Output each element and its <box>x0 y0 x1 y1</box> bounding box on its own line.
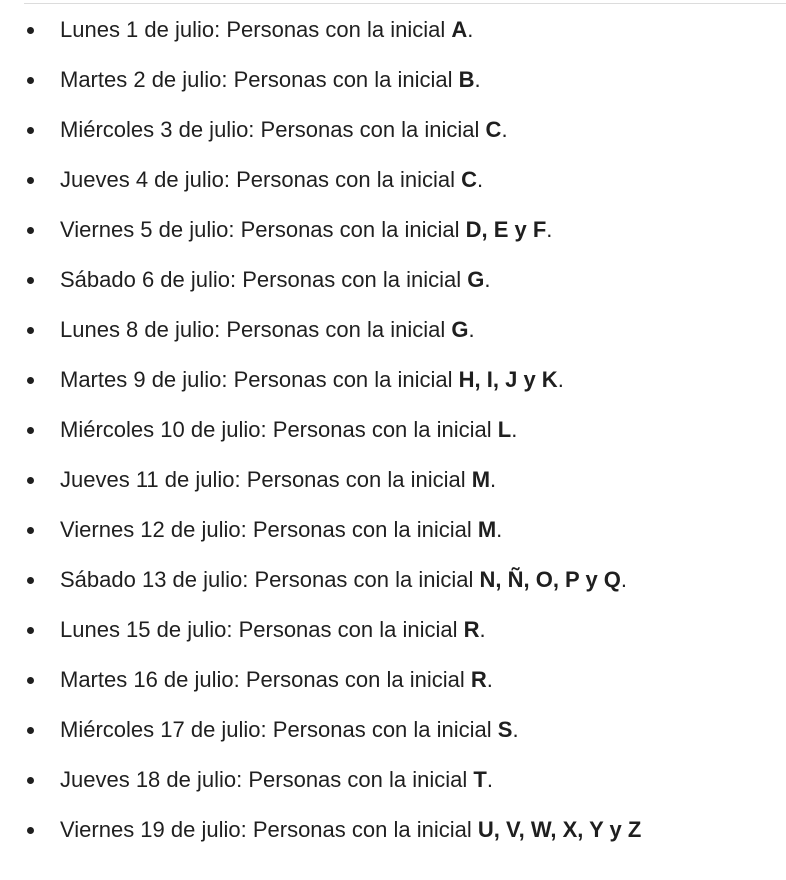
item-initials: U, V, W, X, Y y Z <box>477 817 642 842</box>
bullet-icon <box>27 377 34 384</box>
schedule-list <box>0 5 786 855</box>
bullet-icon <box>27 177 34 184</box>
list-item <box>0 205 786 255</box>
top-divider <box>24 3 786 4</box>
item-date-text: Lunes 15 de julio: Personas con la inicial <box>60 617 464 642</box>
item-date-text: Viernes 12 de julio: Personas con la inicial <box>60 517 478 542</box>
item-initials: B <box>458 67 475 92</box>
list-item <box>0 455 786 505</box>
list-item <box>0 405 786 455</box>
item-date-text: Jueves 18 de julio: Personas con la inicial <box>60 767 474 792</box>
item-end: . <box>546 217 553 242</box>
item-date-text: Martes 2 de julio: Personas con la inicial <box>60 67 459 92</box>
list-item <box>0 5 786 55</box>
item-date-text: Sábado 13 de julio: Personas con la inicial <box>60 567 480 592</box>
item-text <box>60 305 475 355</box>
item-date-text: Viernes 19 de julio: Personas con la inicial <box>60 817 478 842</box>
list-item <box>0 655 786 705</box>
list-item <box>0 705 786 755</box>
item-initials: C <box>461 167 478 192</box>
item-end: . <box>620 567 628 592</box>
item-end: . <box>496 517 503 542</box>
item-text <box>60 405 517 455</box>
list-item <box>0 305 786 355</box>
item-end: . <box>557 367 564 392</box>
item-initials: G <box>467 267 485 292</box>
list-item <box>0 55 786 105</box>
item-initials: G <box>451 317 469 342</box>
bullet-icon <box>27 227 34 234</box>
item-end: . <box>479 617 486 642</box>
item-date-text: Viernes 5 de julio: Personas con la inicial <box>60 217 466 242</box>
item-initials: H, I, J y K <box>458 367 558 392</box>
item-text <box>60 605 486 655</box>
item-date-text: Martes 9 de julio: Personas con la inicial <box>60 367 459 392</box>
bullet-icon <box>27 277 34 284</box>
item-text <box>60 455 496 505</box>
bullet-icon <box>27 727 34 734</box>
bullet-icon <box>27 827 34 834</box>
list-item <box>0 105 786 155</box>
item-initials: S <box>497 717 513 742</box>
item-initials: D, E y F <box>465 217 547 242</box>
item-text <box>60 55 481 105</box>
item-end: . <box>486 667 493 692</box>
list-item <box>0 355 786 405</box>
item-initials: M <box>471 467 491 492</box>
item-end: . <box>477 167 484 192</box>
list-item <box>0 255 786 305</box>
item-end: . <box>511 417 518 442</box>
item-end: . <box>486 767 493 792</box>
list-item <box>0 755 786 805</box>
item-date-text: Sábado 6 de julio: Personas con la inicial <box>60 267 468 292</box>
item-date-text: Jueves 4 de julio: Personas con la inicial <box>60 167 462 192</box>
item-end: . <box>484 267 491 292</box>
bullet-icon <box>27 677 34 684</box>
item-date-text: Miércoles 10 de julio: Personas con la inicial <box>60 417 498 442</box>
list-item <box>0 805 786 855</box>
item-date-text: Lunes 8 de julio: Personas con la inicial <box>60 317 452 342</box>
bullet-icon <box>27 527 34 534</box>
item-text <box>60 655 493 705</box>
item-text <box>60 5 473 55</box>
item-end: . <box>467 17 474 42</box>
item-initials: L <box>497 417 512 442</box>
bullet-icon <box>27 77 34 84</box>
item-end: . <box>468 317 475 342</box>
item-initials: C <box>485 117 502 142</box>
bullet-icon <box>27 327 34 334</box>
bullet-icon <box>27 577 34 584</box>
item-text <box>60 105 508 155</box>
item-text <box>60 505 502 555</box>
item-date-text: Martes 16 de julio: Personas con la inicial <box>60 667 471 692</box>
item-initials: A <box>451 17 468 42</box>
bullet-icon <box>27 27 34 34</box>
item-initials: M <box>477 517 497 542</box>
item-end: . <box>474 67 481 92</box>
list-item <box>0 155 786 205</box>
item-initials: T <box>473 767 487 792</box>
list-item <box>0 505 786 555</box>
list-item <box>0 555 786 605</box>
item-text <box>60 755 493 805</box>
item-initials: R <box>463 617 480 642</box>
item-text <box>60 255 491 305</box>
item-text <box>60 705 519 755</box>
bullet-icon <box>27 127 34 134</box>
item-text <box>60 155 483 205</box>
item-text <box>60 355 564 405</box>
item-date-text: Miércoles 3 de julio: Personas con la inicial <box>60 117 486 142</box>
item-end: . <box>512 717 519 742</box>
bullet-icon <box>27 477 34 484</box>
list-item <box>0 605 786 655</box>
item-text <box>60 205 552 255</box>
item-end: . <box>501 117 508 142</box>
item-date-text: Jueves 11 de julio: Personas con la inicial <box>60 467 472 492</box>
item-text <box>60 555 627 605</box>
item-date-text: Lunes 1 de julio: Personas con la inicial <box>60 17 452 42</box>
item-initials: N, Ñ, O, P y Q <box>479 567 621 592</box>
item-text <box>60 805 641 855</box>
item-end: . <box>490 467 497 492</box>
bullet-icon <box>27 627 34 634</box>
bullet-icon <box>27 427 34 434</box>
item-date-text: Miércoles 17 de julio: Personas con la inicial <box>60 717 498 742</box>
bullet-icon <box>27 777 34 784</box>
item-initials: R <box>470 667 487 692</box>
